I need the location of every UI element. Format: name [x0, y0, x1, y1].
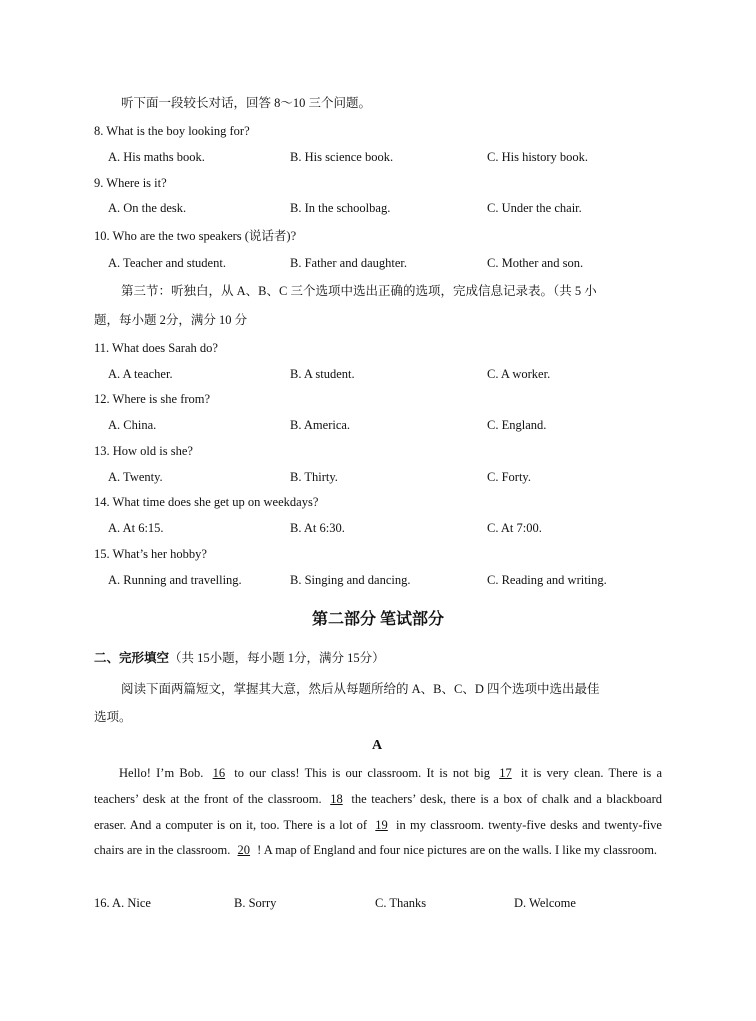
passage-text-1: Hello! I’m Bob.	[119, 766, 209, 780]
blank-19: 19	[375, 817, 388, 832]
q12-option-b: B. America.	[290, 418, 351, 432]
question-13: 13. How old is she?	[94, 444, 193, 458]
blank-18: 18	[330, 791, 343, 806]
question-10: 10. Who are the two speakers (说话者)?	[94, 229, 297, 243]
section3-instruction-line2: 题，每小题 2分，满分 10 分	[94, 313, 248, 327]
passage-label: A	[372, 738, 383, 753]
q11-option-a: A. A teacher.	[108, 367, 173, 381]
passage-text-4: the teachers’ desk, there is a box of chalk and a blackboard eraser. And a computer is on it, too. There is a lot of	[94, 791, 662, 832]
passage-a-text	[94, 761, 662, 864]
question-14: 14. What time does she get up on weekdays?	[94, 495, 319, 509]
passage-text-3: it is very clean. There is a teachers’ desk at the front of the classroom.	[94, 766, 662, 806]
q16-option-d: D. Welcome	[514, 896, 576, 910]
question-12: 12. Where is she from?	[94, 392, 211, 406]
q16-option-a: 16. A. Nice	[94, 896, 151, 910]
blank-17: 17	[499, 766, 512, 780]
q12-option-c: C. England.	[487, 418, 547, 432]
cloze-instruction-line2: 选项。	[94, 710, 132, 724]
question-11: 11. What does Sarah do?	[94, 341, 218, 355]
q15-option-b: B. Singing and dancing.	[290, 573, 411, 587]
section2-title: 二、完形填空	[94, 651, 170, 665]
q16-option-b: B. Sorry	[234, 896, 277, 910]
q10-option-a: A. Teacher and student.	[108, 256, 226, 270]
q13-option-c: C. Forty.	[487, 470, 531, 484]
q15-option-a: A. Running and travelling.	[108, 573, 242, 587]
q8-option-a: A. His maths book.	[108, 150, 205, 164]
q8-option-c: C. His history book.	[487, 150, 589, 164]
q14-option-a: A. At 6:15.	[108, 521, 164, 535]
passage-text-5: in my classroom. twenty-five desks and twenty-five chairs are in the classroom.	[94, 817, 662, 858]
q14-option-c: C. At 7:00.	[487, 521, 542, 535]
cloze-instruction-line1: 阅读下面两篇短文，掌握其大意，然后从每题所给的 A、B、C、D 四个选项中选出最佳	[121, 682, 600, 696]
section2-note: （共 15小题，每小题 1分，满分 15分）	[169, 651, 385, 665]
q8-option-b: B. His science book.	[290, 150, 394, 164]
q9-option-b: B. In the schoolbag.	[290, 201, 391, 215]
question-8: 8. What is the boy looking for?	[94, 124, 250, 138]
q10-option-b: B. Father and daughter.	[290, 256, 407, 270]
passage-text-6: ! A map of England and four nice pictures are on the walls. I like my classroom.	[254, 843, 658, 858]
passage-a	[94, 761, 662, 864]
section2-heading	[94, 650, 385, 666]
blank-16: 16	[212, 766, 226, 780]
question-15: 15. What’s her hobby?	[94, 547, 207, 561]
q16-option-c: C. Thanks	[375, 896, 427, 910]
q15-option-c: C. Reading and writing.	[487, 573, 607, 587]
section3-instruction-line1: 第三节：听独白，从 A、B、C 三个选项中选出正确的选项，完成信息记录表。（共 5 小	[121, 284, 597, 298]
question-9: 9. Where is it?	[94, 176, 167, 190]
passage-text-2: to our class! This is our classroom. It is not big	[229, 766, 496, 780]
q14-option-b: B. At 6:30.	[290, 521, 345, 535]
part2-title: 第二部分 笔试部分	[311, 611, 444, 628]
q13-option-a: A. Twenty.	[108, 470, 163, 484]
q10-option-c: C. Mother and son.	[487, 256, 584, 270]
intro-8-10: 听下面一段较长对话，回答 8～10 三个问题。	[121, 96, 372, 110]
q13-option-b: B. Thirty.	[290, 470, 338, 484]
q11-option-c: C. A worker.	[487, 367, 551, 381]
blank-20: 20	[237, 843, 251, 858]
q12-option-a: A. China.	[108, 418, 157, 432]
q9-option-c: C. Under the chair.	[487, 201, 582, 215]
q9-option-a: A. On the desk.	[108, 201, 187, 215]
q11-option-b: B. A student.	[290, 367, 355, 381]
